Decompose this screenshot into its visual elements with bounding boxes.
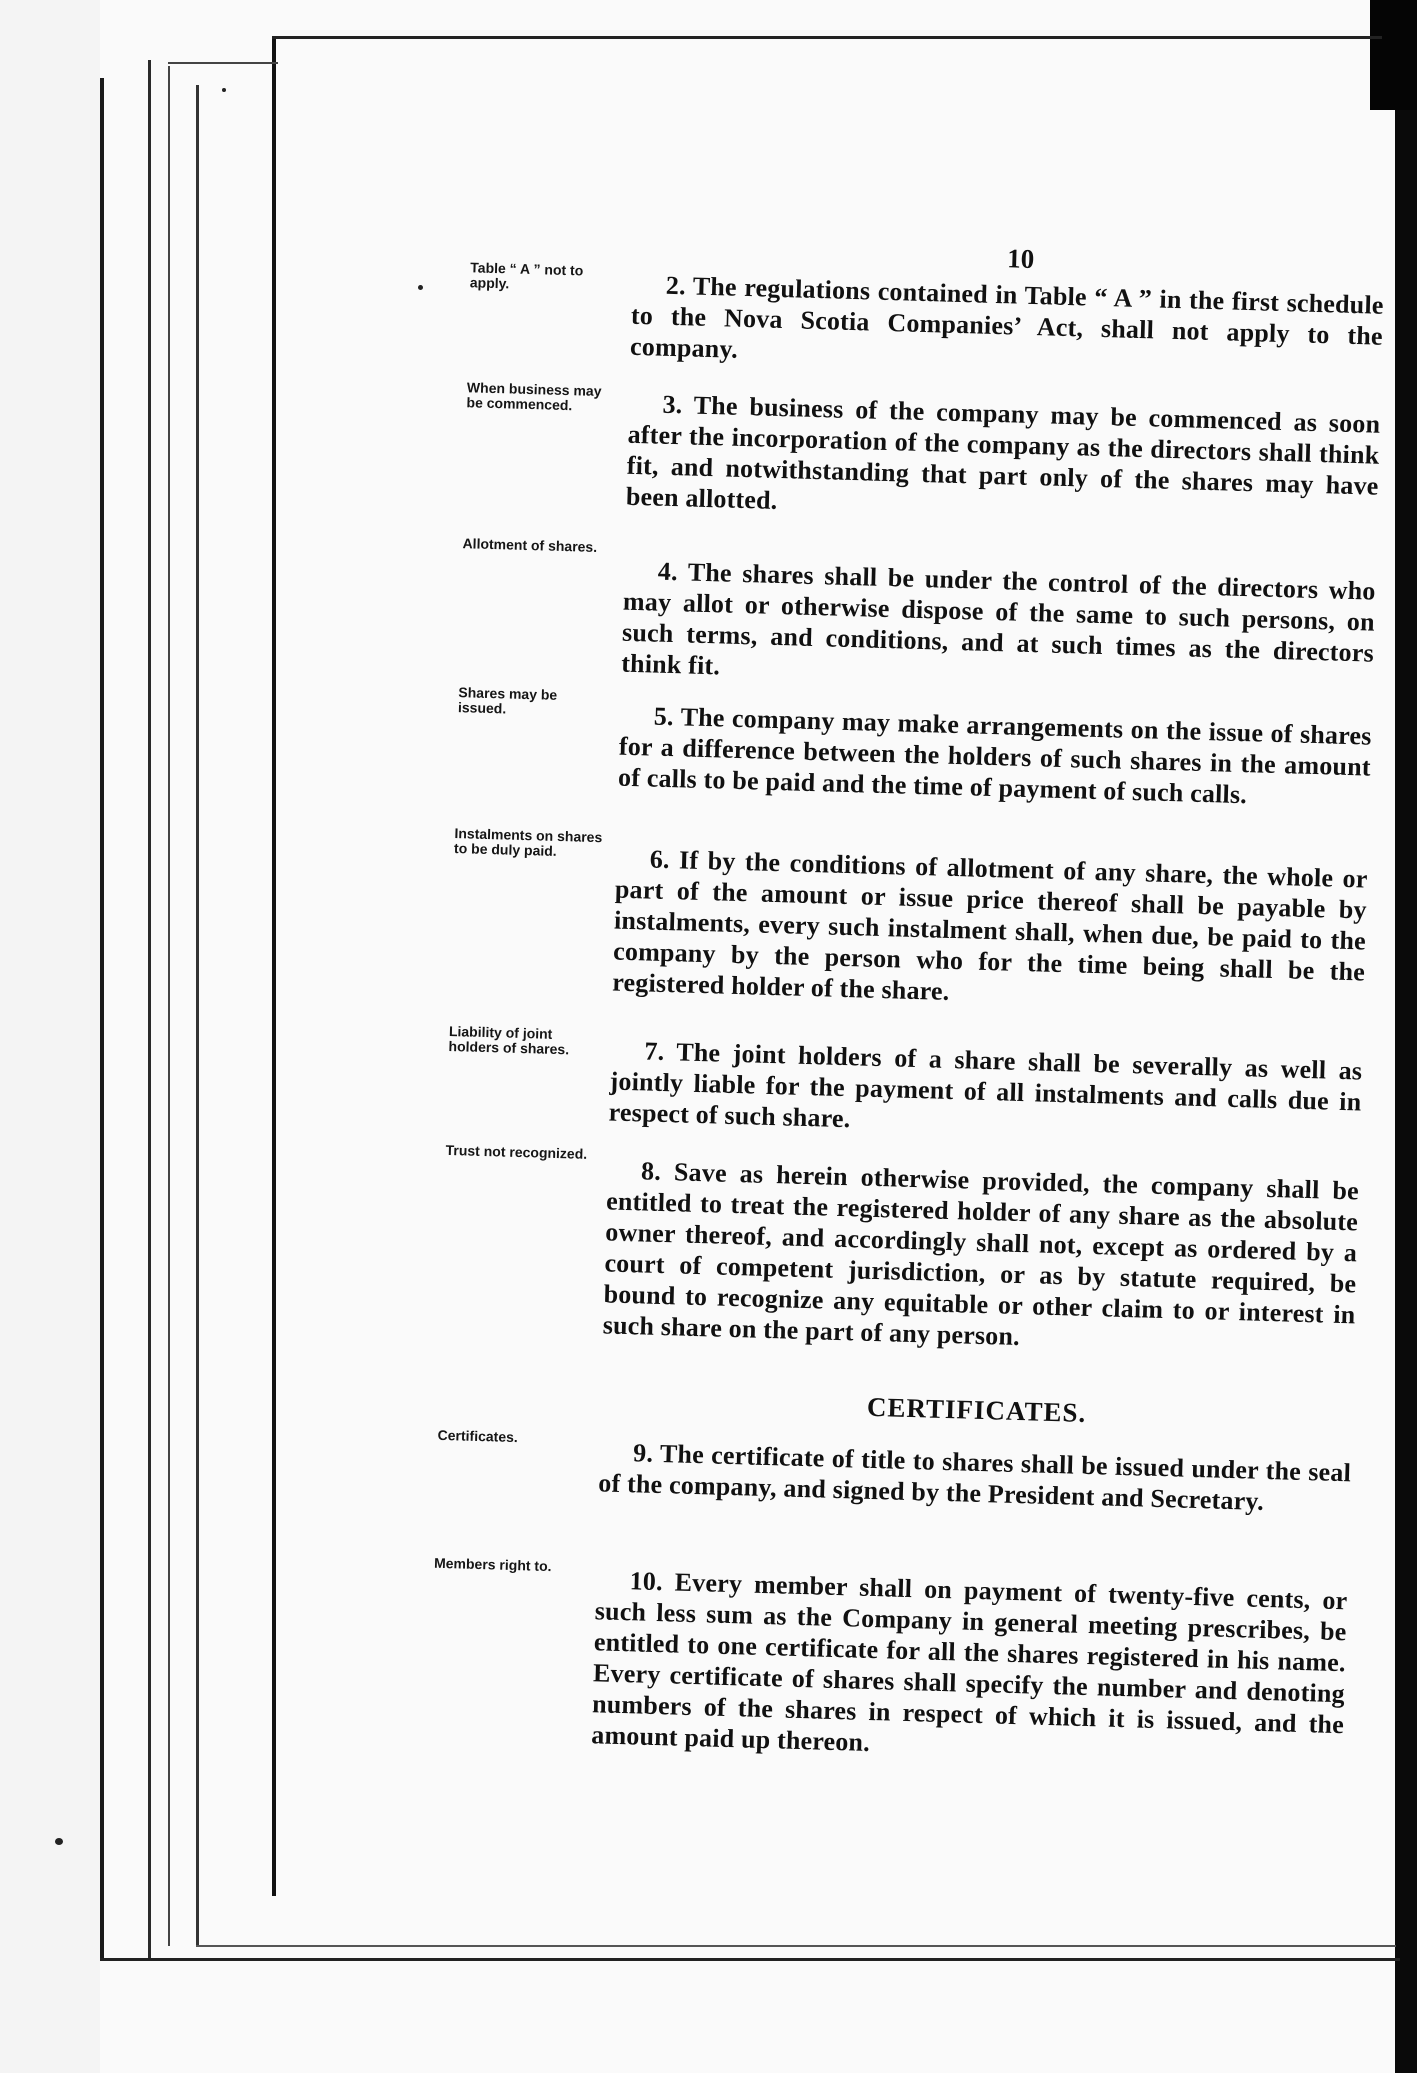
marginal-note: Table “ A ” not to apply. bbox=[469, 259, 584, 292]
paragraph: 2. The regulations contained in Table “ A ” in the first schedule to the Nova Scotia Companies’ Act, shall not apply to the company. bbox=[629, 270, 1384, 364]
paragraph: 9. The certificate of title to shares shall be issued under the seal of the company, and signed by the President and Secretary. bbox=[598, 1438, 1352, 1516]
section-heading: CERTIFICATES. bbox=[866, 1391, 1087, 1428]
marginal-note: Certificates. bbox=[437, 1426, 519, 1446]
paragraph: 6. If by the conditions of allotment of any share, the whole or part of the amount or issue price thereof shall be payable by instalments, every such instalment shall, when due, be paid to the company by the person who for the time being shall be the registered holder of the share. bbox=[611, 844, 1368, 1006]
marginal-note: Liability of joint holders of shares. bbox=[448, 1022, 570, 1058]
paragraph: 4. The shares shall be under the control of the directors who may allot or otherwise dispose of the same to such persons, on such terms, and conditions, and at such times as the directors think fit. bbox=[620, 556, 1377, 681]
marginal-note: Trust not recognized. bbox=[445, 1141, 588, 1162]
marginal-note: Instalments on shares to be duly paid. bbox=[453, 825, 603, 859]
marginal-note: When business may be commenced. bbox=[466, 379, 602, 414]
marginal-note: Allotment of shares. bbox=[462, 535, 598, 555]
paragraph: 3. The business of the company may be commenced as soon after the incorporation of the company as the directors shall think fit, and notwithstanding that part only of the shares may have been allotted. bbox=[625, 389, 1381, 515]
marginal-note: Members right to. bbox=[433, 1554, 552, 1575]
paragraph: 5. The company may make arrangements on the issue of shares for a difference between the holders of such shares in the amount of calls to be paid and the time of payment of such calls. bbox=[617, 701, 1372, 810]
paragraph: 7. The joint holders of a share shall be severally as well as jointly liable for the payment of all instalments and calls due in respect of such share. bbox=[608, 1036, 1363, 1134]
paragraph: 10. Every member shall on payment of twenty-five cents, or such less sum as the Company in general meeting prescribes, be entitled to one certificate for all the shares registered in his name. Every certificate of shares shall specify the number and denoting numbers of the shares in respect of which it is issued, and the amount paid up thereon. bbox=[590, 1566, 1348, 1758]
paragraph: 8. Save as herein otherwise provided, the company shall be entitled to treat the registered holder of any share as the absolute owner thereof, and accordingly shall not, except as ordered by a court of competent jurisdiction, or as by statute required, be bound to recognize any equitable or other claim to or interest in such share on the part of any person. bbox=[602, 1156, 1360, 1352]
page-number: 10 bbox=[1006, 243, 1035, 275]
marginal-note: Shares may be issued. bbox=[457, 684, 558, 717]
